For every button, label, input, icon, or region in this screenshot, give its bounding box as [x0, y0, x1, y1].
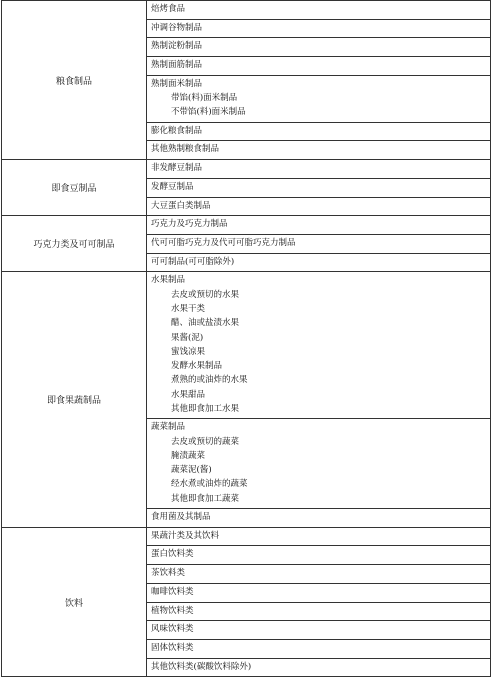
item-list — [147, 272, 490, 526]
item-label: 食用菌及其制品 — [147, 508, 490, 527]
category-group — [1, 159, 491, 215]
item-cell — [147, 272, 490, 418]
item-label: 大豆蛋白类制品 — [147, 197, 490, 216]
item-label: 风味饮料类 — [147, 620, 490, 639]
item-label: 可可制品(可可脂除外) — [147, 253, 490, 272]
sub-item-label: 其他即食加工蔬菜 — [171, 493, 240, 504]
category-name: 即食果蔬制品 — [2, 272, 147, 526]
item-label: 膨化粮食制品 — [147, 122, 490, 141]
item-label: 蛋白饮料类 — [147, 545, 490, 564]
sub-item-label: 带馅(料)面米制品 — [171, 93, 238, 104]
sub-item-label: 腌渍蔬菜 — [171, 450, 206, 461]
sub-item-label: 蔬菜泥(酱) — [171, 465, 212, 476]
item-label: 熟制淀粉制品 — [147, 37, 490, 56]
sub-item-label: 去皮或预切的水果 — [171, 289, 240, 300]
sub-item-label: 醋、油或盐渍水果 — [171, 318, 240, 329]
sub-item-label: 发酵水果制品 — [171, 361, 223, 372]
category-name: 饮料 — [2, 528, 147, 677]
item-label: 巧克力及巧克力制品 — [151, 219, 228, 230]
item-label: 蔬菜制品 — [151, 422, 186, 433]
sub-item-label: 其他即食加工水果 — [171, 404, 240, 414]
item-label: 固体饮料类 — [147, 639, 490, 658]
item-list — [147, 160, 490, 215]
item-list — [147, 216, 490, 271]
item-cell — [147, 418, 490, 508]
category-group — [1, 527, 491, 678]
item-label: 冲调谷物制品 — [147, 19, 490, 38]
sub-item-label: 去皮或预切的蔬菜 — [171, 436, 240, 447]
item-label: 熟制面米制品 — [151, 78, 203, 89]
item-label: 其他饮料类(碳酸饮料除外) — [147, 658, 490, 677]
item-list — [147, 1, 490, 159]
item-label: 茶饮料类 — [147, 564, 490, 583]
category-group — [1, 271, 491, 526]
category-group — [1, 0, 491, 159]
sub-item-label: 煮熟的或油炸的水果 — [171, 375, 248, 386]
item-label: 焙烤食品 — [151, 4, 186, 14]
category-name: 即食豆制品 — [2, 160, 147, 215]
item-label: 非发酵豆制品 — [151, 163, 203, 174]
item-label: 果蔬汁类及其饮料 — [151, 530, 220, 541]
sub-item-label: 经水煮或油炸的蔬菜 — [171, 479, 248, 490]
item-label: 代可可脂巧克力及代可可脂巧克力制品 — [147, 234, 490, 253]
item-label: 其他熟制粮食制品 — [147, 140, 490, 159]
item-label: 发酵豆制品 — [147, 178, 490, 197]
item-label: 植物饮料类 — [147, 602, 490, 621]
category-group — [1, 215, 491, 271]
category-name: 巧克力类及可可制品 — [2, 216, 147, 271]
item-cell — [147, 75, 490, 122]
item-label: 咖啡饮料类 — [147, 583, 490, 602]
food-category-table — [1, 0, 491, 677]
item-label: 熟制面筋制品 — [147, 56, 490, 75]
sub-item-label: 蜜饯凉果 — [171, 346, 206, 357]
sub-item-label: 不带馅(料)面米制品 — [171, 107, 246, 118]
item-label: 水果制品 — [151, 275, 186, 286]
sub-item-label: 水果干类 — [171, 303, 206, 314]
category-name: 粮食制品 — [2, 1, 147, 159]
item-list — [147, 528, 490, 677]
sub-item-label: 果酱(泥) — [171, 332, 204, 343]
sub-item-label: 水果甜品 — [171, 389, 206, 400]
